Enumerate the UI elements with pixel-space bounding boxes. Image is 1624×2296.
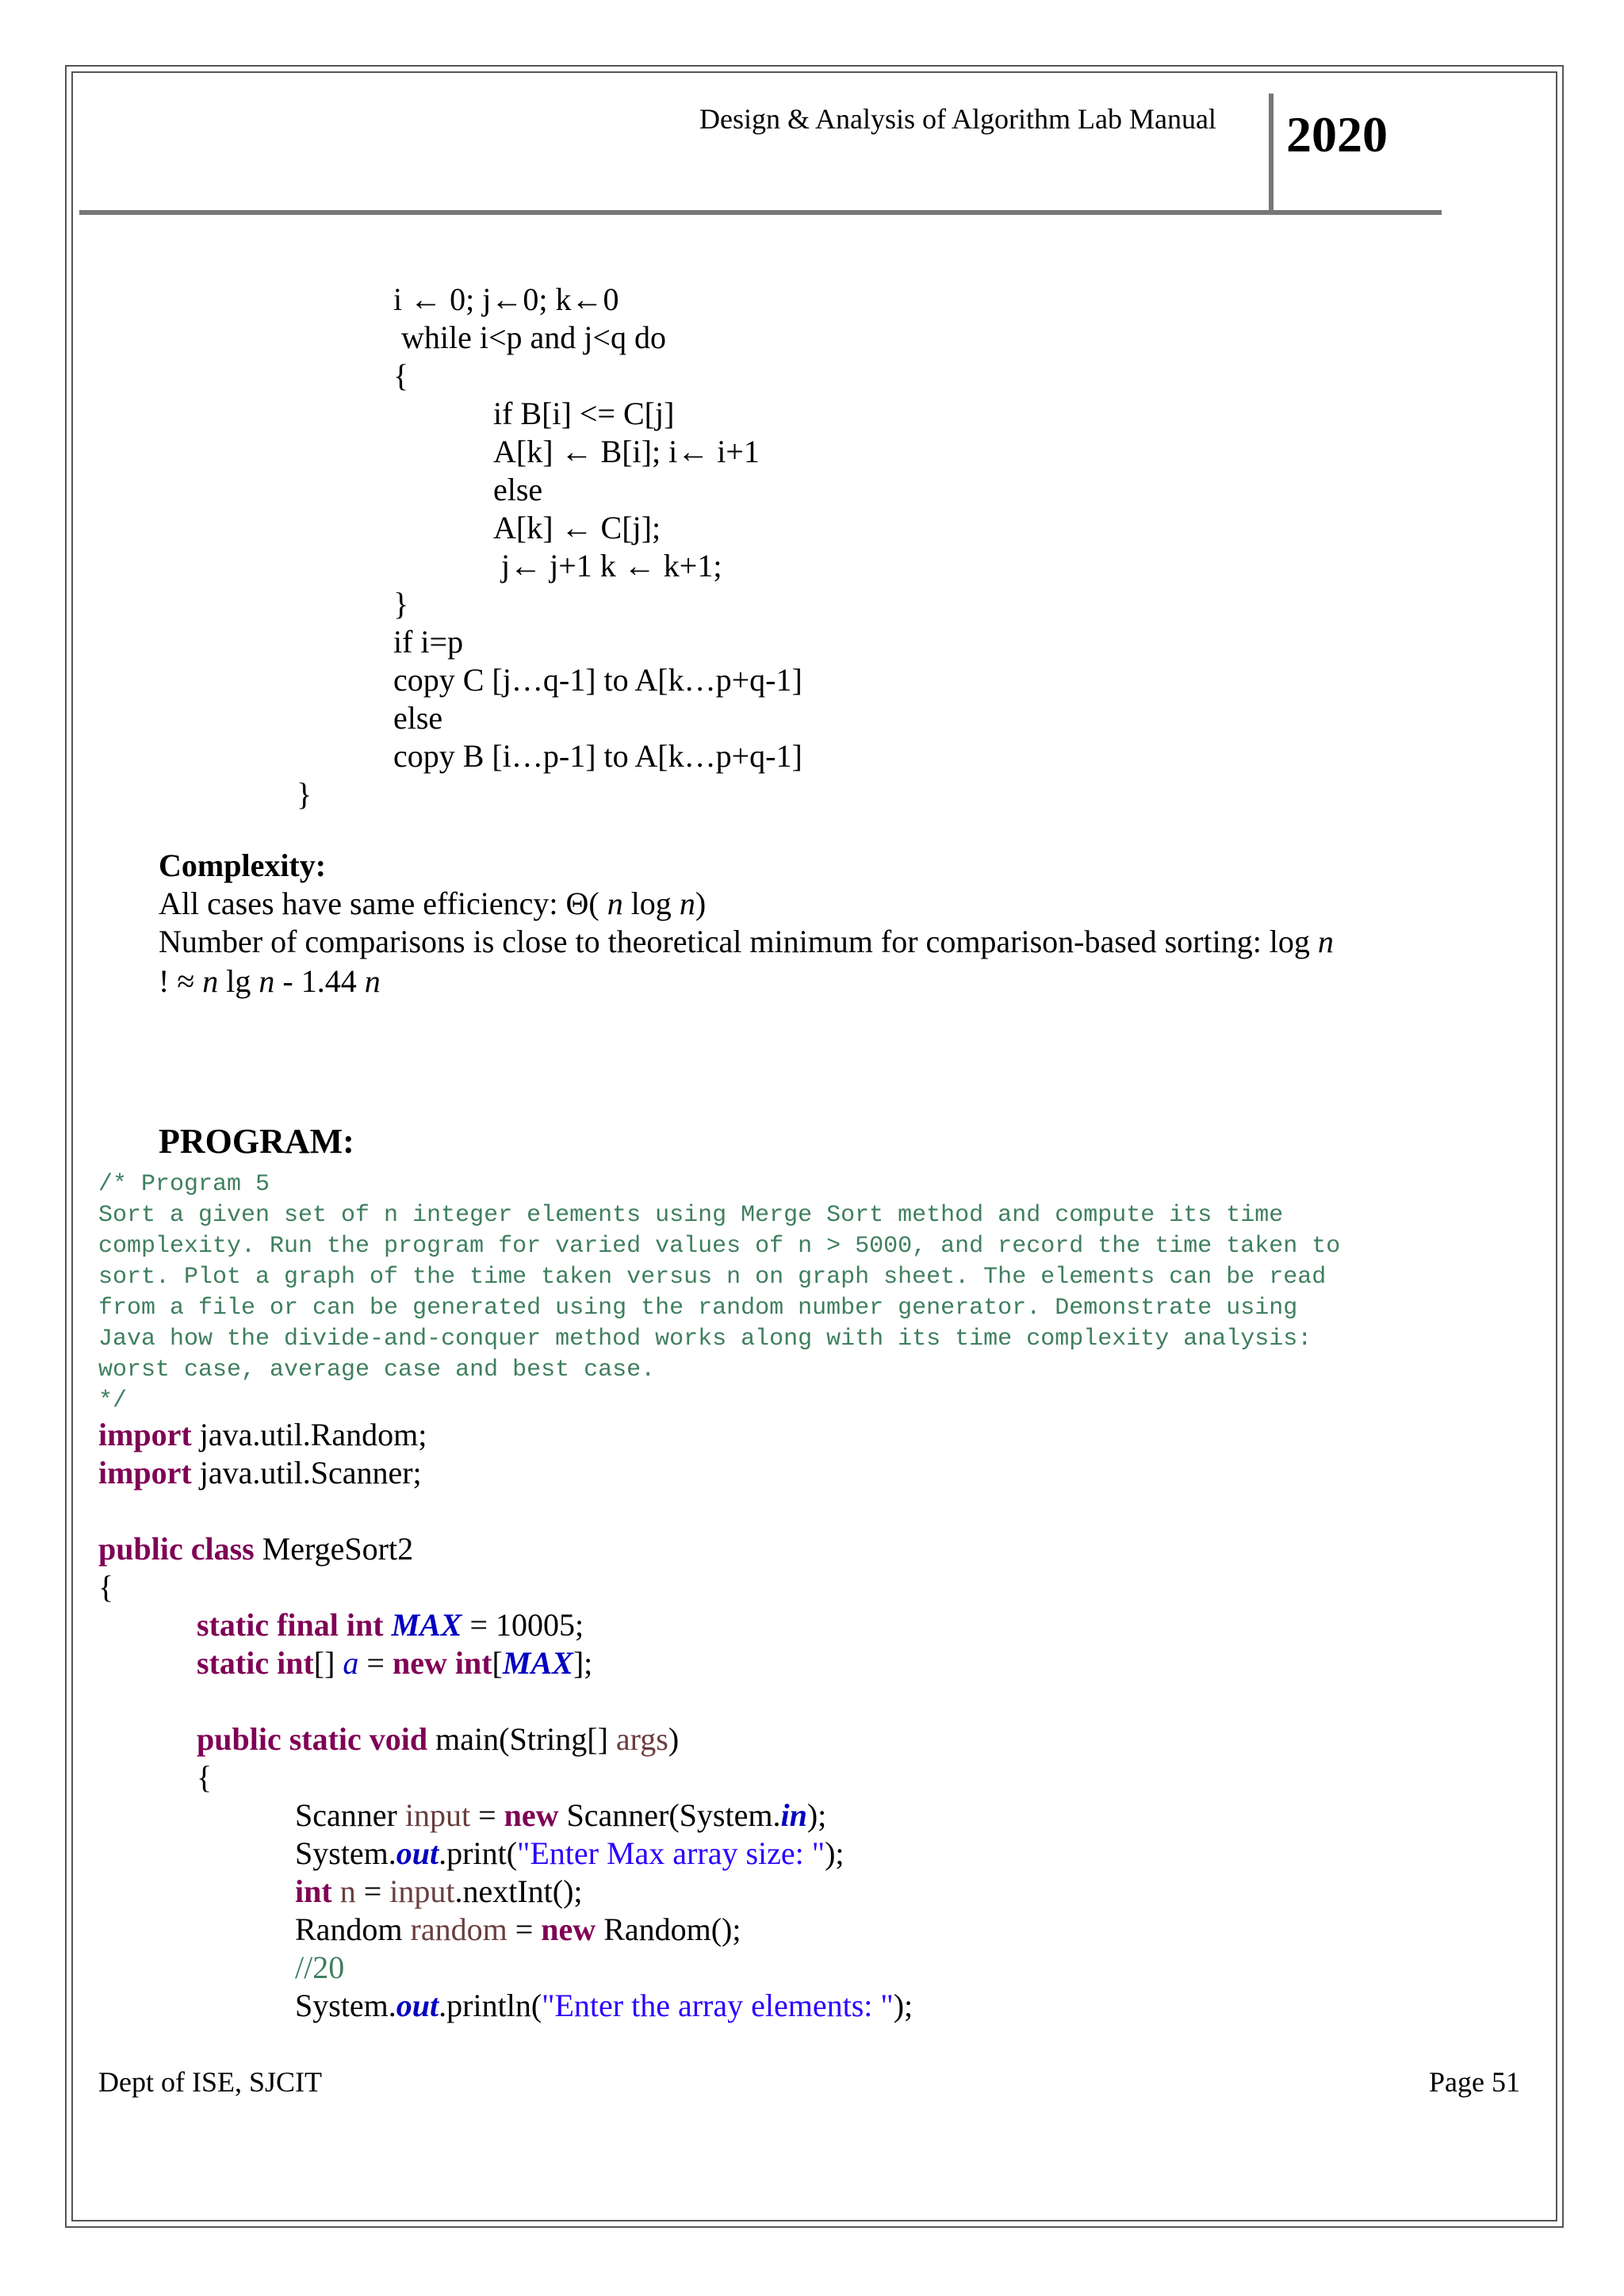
algo-line: i ← 0; j←0; k←0 (393, 281, 619, 317)
code-comment-line: Sort a given set of n integer elements using Merge Sort method and compute its time (98, 1202, 1284, 1229)
footer-department: Dept of ISE, SJCIT (98, 2066, 322, 2098)
algo-line: if i=p (393, 624, 464, 660)
algo-line: copy C [j…q-1] to A[k…p+q-1] (393, 662, 802, 698)
header-title: Design & Analysis of Algorithm Lab Manual (699, 103, 1216, 135)
code-line-open-brace: { (98, 1569, 114, 1605)
algo-line: copy B [i…p-1] to A[k…p+q-1] (393, 738, 802, 774)
program-heading: PROGRAM: (159, 1122, 354, 1161)
complexity-heading: Complexity: (159, 848, 327, 883)
code-line-array-decl: static int[] a = new int[MAX]; (197, 1645, 593, 1681)
header-divider-horizontal (79, 210, 1442, 215)
complexity-line-1: All cases have same efficiency: Θ( n log n) (159, 886, 707, 921)
code-line-random: Random random = new Random(); (295, 1911, 741, 1947)
code-comment-line: from a file or can be generated using the random number generator. Demonstrate using (98, 1295, 1298, 1322)
code-line-println-prompt: System.out.println("Enter the array elements: "); (295, 1988, 914, 2023)
algo-line: while i<p and j<q do (393, 320, 666, 355)
code-line-print-prompt: System.out.print("Enter Max array size: "); (295, 1835, 845, 1871)
algo-line: if B[i] <= C[j] (493, 396, 675, 431)
algo-line: } (297, 776, 312, 812)
algo-line: A[k] ← C[j]; (493, 510, 661, 545)
algo-line: { (393, 358, 409, 393)
algo-line: else (393, 700, 443, 736)
code-comment-line: Java how the divide-and-conquer method works along with its time complexity analysis: (98, 1326, 1312, 1353)
code-comment-line: complexity. Run the program for varied values of n > 5000, and record the time taken to (98, 1233, 1341, 1260)
complexity-line-3: ! ≈ n lg n - 1.44 n (159, 963, 381, 999)
code-comment-line: /* Program 5 (98, 1171, 270, 1198)
algo-line: else (493, 472, 543, 507)
header-year: 2020 (1286, 106, 1388, 163)
code-line-main-sig: public static void main(String[] args) (197, 1721, 680, 1757)
code-line-import-scanner: import java.util.Scanner; (98, 1455, 422, 1490)
code-line-read-n: int n = input.nextInt(); (295, 1873, 583, 1909)
code-comment-line: worst case, average case and best case. (98, 1357, 656, 1383)
algo-line: } (393, 586, 409, 622)
complexity-line-2: Number of comparisons is close to theoretical minimum for comparison-based sorting: log n (159, 924, 1334, 959)
code-comment-line: */ (98, 1387, 128, 1414)
header-divider-vertical (1269, 94, 1274, 212)
code-line-scanner: Scanner input = new Scanner(System.in); (295, 1797, 827, 1833)
code-line-main-brace: { (197, 1759, 213, 1795)
code-line-class-decl: public class MergeSort2 (98, 1531, 414, 1567)
code-line-import-random: import java.util.Random; (98, 1417, 427, 1452)
code-line-max-const: static final int MAX = 10005; (197, 1607, 584, 1643)
algo-line: A[k] ← B[i]; i← i+1 (493, 434, 760, 469)
code-comment-line: sort. Plot a graph of the time taken versus n on graph sheet. The elements can be read (98, 1264, 1327, 1291)
algo-line: j← j+1 k ← k+1; (493, 548, 722, 584)
footer-page-number: Page 51 (1429, 2066, 1520, 2098)
code-line-comment: //20 (295, 1950, 345, 1985)
